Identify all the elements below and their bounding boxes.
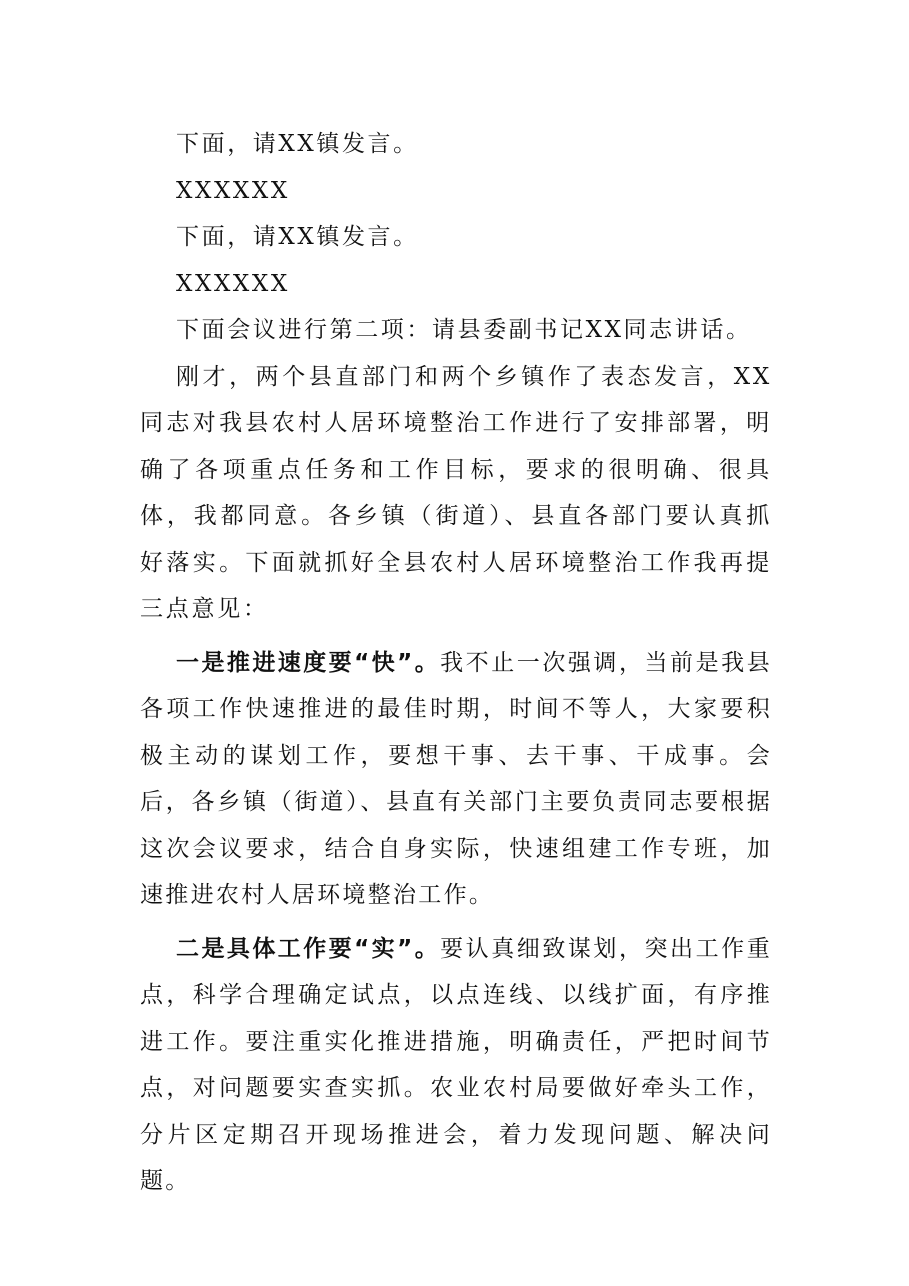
paragraph-body: 我不止一次强调，当前是我县各项工作快速推进的最佳时期，时间不等人，大家要积极主动的谋划工作，要想干事、去干事、干成事。会后，各乡镇（街道）、县直有关部门主要负责同志要根据这次会议要求，结合自身实际，快速组建工作专班，加速推进农村人居环境整治工作。 [140,649,772,908]
paragraph-body: 刚才，两个县直部门和两个乡镇作了表态发言，XX同志对我县农村人居环境整治工作进行了安排部署，明确了各项重点任务和工作目标，要求的很明确、很具体，我都同意。各乡镇（街道）、县直各部门要认真抓好落实。下面就抓好全县农村人居环境整治工作我再提三点意见： [140,363,772,622]
paragraph-point-one [140,640,772,919]
text-line: XXXXXX [176,177,290,204]
text-line: 下面会议进行第二项：请县委副书记XX同志讲话。 [176,317,752,343]
paragraph-body: 要认真细致谋划，突出工作重点，科学合理确定试点，以点连线、以线扩面，有序推进工作。要注重实化推进措施，明确责任，严把时间节点，对问题要实查实抓。农业农村局要做好牵头工作，分片区定期召开现场推进会，着力发现问题、解决问题。 [140,935,772,1194]
text-line: XXXXXX [176,270,290,297]
paragraph-point-two [140,926,772,1205]
text-line: 下面，请XX镇发言。 [176,131,419,157]
document-body [140,121,772,1205]
paragraph-intro [140,354,772,633]
text-line: 下面，请XX镇发言。 [176,224,419,250]
paragraph-heading: 二是具体工作要“实”。 [176,935,441,962]
paragraph-heading: 一是推进速度要“快”。 [176,649,441,676]
